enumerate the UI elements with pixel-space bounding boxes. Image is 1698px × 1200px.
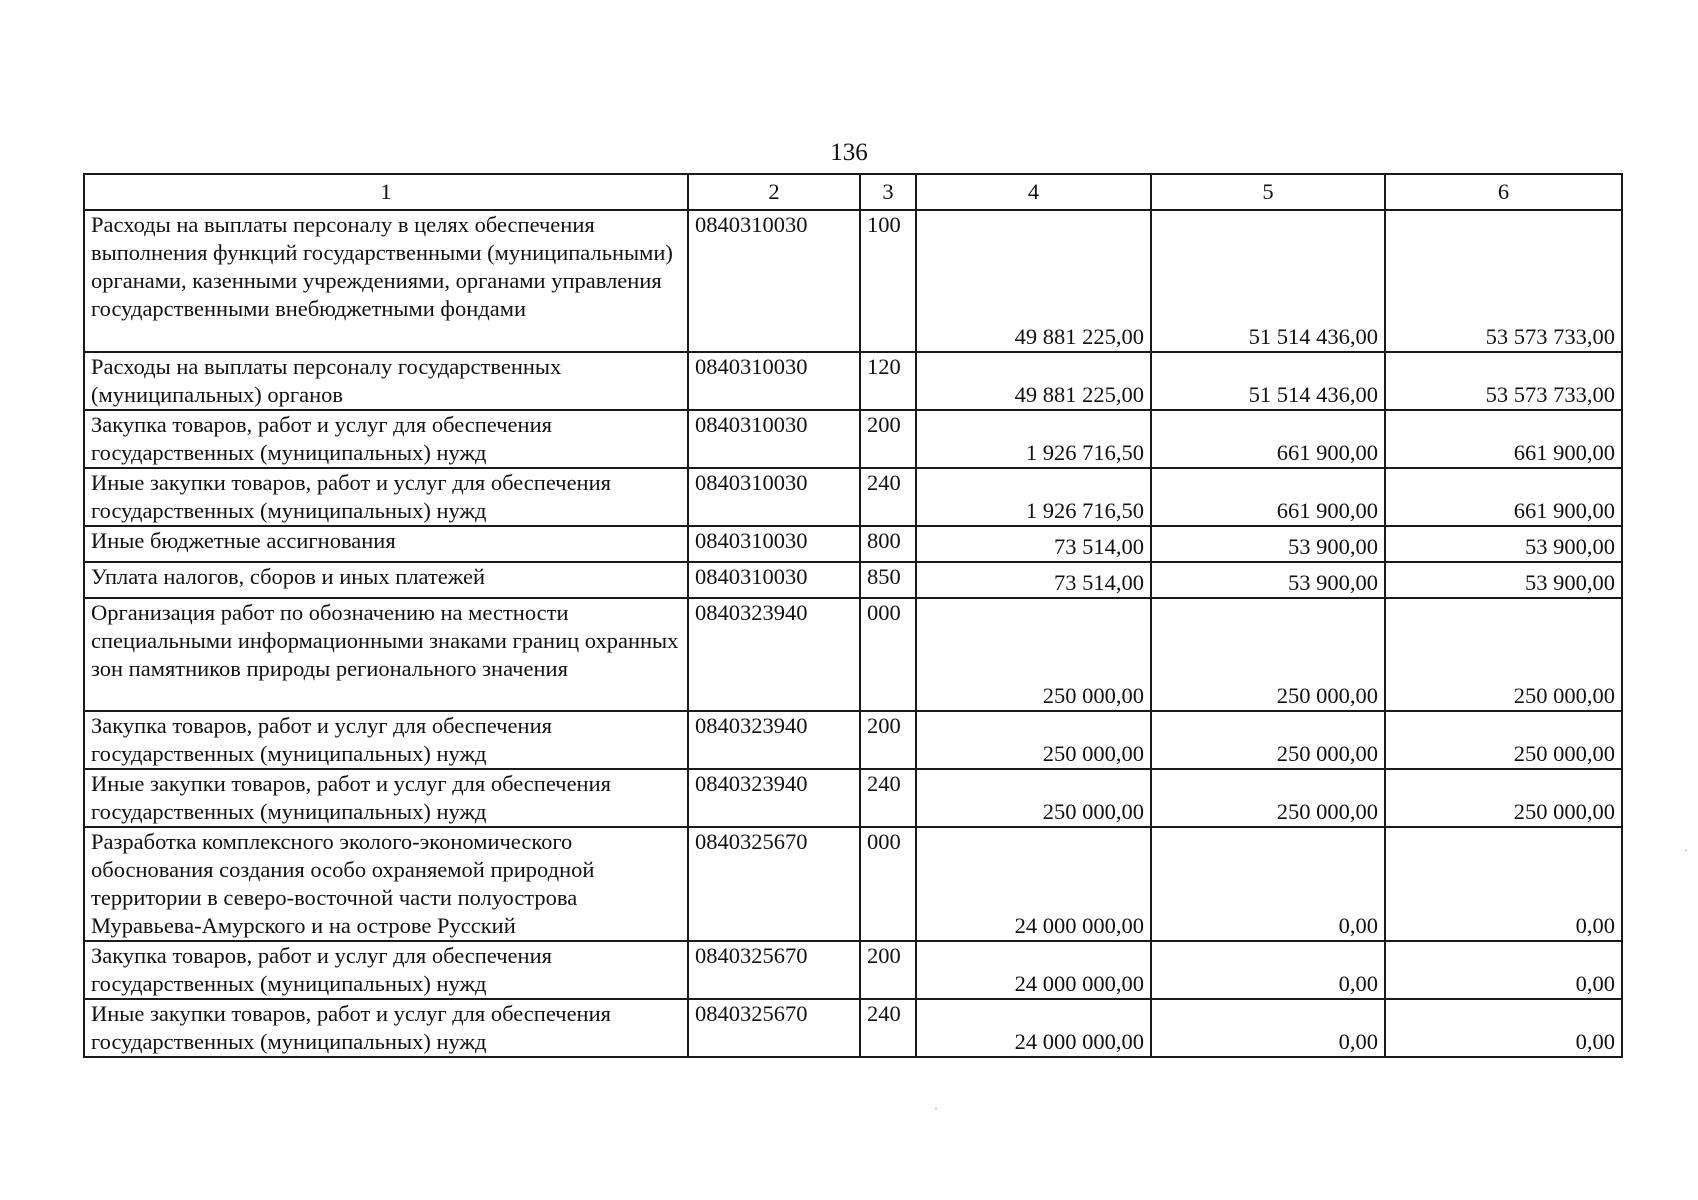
target-code-cell: 0840310030 [688, 210, 860, 352]
amount-col6-cell: 53 573 733,00 [1385, 210, 1622, 352]
target-code-cell: 0840323940 [688, 711, 860, 769]
amount-col6-cell: 250 000,00 [1385, 769, 1622, 827]
amount-col4-cell: 24 000 000,00 [916, 827, 1151, 941]
target-code-cell: 0840310030 [688, 352, 860, 410]
expense-name-cell: Расходы на выплаты персоналу государственных (муниципальных) органов [84, 352, 688, 410]
amount-col5-cell: 250 000,00 [1151, 711, 1385, 769]
amount-col4-cell: 1 926 716,50 [916, 468, 1151, 526]
table-row [84, 769, 1622, 827]
expense-type-cell: 850 [860, 562, 916, 598]
table-row [84, 941, 1622, 999]
expense-type-cell: 000 [860, 598, 916, 711]
target-code-cell: 0840310030 [688, 562, 860, 598]
expense-type-cell: 200 [860, 711, 916, 769]
amount-col6-cell: 0,00 [1385, 941, 1622, 999]
amount-col4-cell: 73 514,00 [916, 526, 1151, 562]
target-code-cell: 0840325670 [688, 827, 860, 941]
expense-type-cell: 240 [860, 769, 916, 827]
expense-type-cell: 240 [860, 999, 916, 1057]
amount-col4-cell: 24 000 000,00 [916, 999, 1151, 1057]
amount-col4-cell: 24 000 000,00 [916, 941, 1151, 999]
amount-col6-cell: 0,00 [1385, 827, 1622, 941]
scan-speck [935, 1108, 937, 1109]
expense-name-cell: Расходы на выплаты персоналу в целях обеспечения выполнения функций государственными (муниципальными) органами, казенными учреждениями, органами управления государственными внебюджетными фондами [84, 210, 688, 352]
amount-col5-cell: 250 000,00 [1151, 769, 1385, 827]
amount-col4-cell: 49 881 225,00 [916, 352, 1151, 410]
expense-type-cell: 240 [860, 468, 916, 526]
expense-type-cell: 800 [860, 526, 916, 562]
table-row [84, 468, 1622, 526]
amount-col6-cell: 250 000,00 [1385, 598, 1622, 711]
target-code-cell: 0840310030 [688, 410, 860, 468]
amount-col4-cell: 73 514,00 [916, 562, 1151, 598]
expense-name-cell: Уплата налогов, сборов и иных платежей [84, 562, 688, 598]
amount-col5-cell: 661 900,00 [1151, 410, 1385, 468]
amount-col6-cell: 661 900,00 [1385, 468, 1622, 526]
amount-col5-cell: 250 000,00 [1151, 598, 1385, 711]
amount-col4-cell: 49 881 225,00 [916, 210, 1151, 352]
column-header-1: 1 [84, 174, 688, 210]
expense-name-cell: Закупка товаров, работ и услуг для обеспечения государственных (муниципальных) нужд [84, 410, 688, 468]
amount-col5-cell: 51 514 436,00 [1151, 352, 1385, 410]
target-code-cell: 0840323940 [688, 769, 860, 827]
column-header-5: 5 [1151, 174, 1385, 210]
amount-col5-cell: 53 900,00 [1151, 526, 1385, 562]
expense-type-cell: 120 [860, 352, 916, 410]
column-header-4: 4 [916, 174, 1151, 210]
amount-col5-cell: 53 900,00 [1151, 562, 1385, 598]
expense-name-cell: Иные бюджетные ассигнования [84, 526, 688, 562]
table-body [84, 210, 1622, 1057]
amount-col4-cell: 1 926 716,50 [916, 410, 1151, 468]
expense-name-cell: Иные закупки товаров, работ и услуг для обеспечения государственных (муниципальных) нужд [84, 468, 688, 526]
amount-col5-cell: 0,00 [1151, 827, 1385, 941]
expense-name-cell: Иные закупки товаров, работ и услуг для обеспечения государственных (муниципальных) нужд [84, 769, 688, 827]
table-row [84, 210, 1622, 352]
amount-col6-cell: 661 900,00 [1385, 410, 1622, 468]
target-code-cell: 0840325670 [688, 941, 860, 999]
table-row [84, 526, 1622, 562]
table-row [84, 410, 1622, 468]
budget-table [83, 173, 1623, 1058]
amount-col4-cell: 250 000,00 [916, 769, 1151, 827]
page-number: 136 [830, 139, 868, 166]
amount-col6-cell: 53 900,00 [1385, 526, 1622, 562]
expense-type-cell: 000 [860, 827, 916, 941]
expense-name-cell: Закупка товаров, работ и услуг для обеспечения государственных (муниципальных) нужд [84, 941, 688, 999]
table-row [84, 827, 1622, 941]
amount-col5-cell: 0,00 [1151, 941, 1385, 999]
column-header-2: 2 [688, 174, 860, 210]
expense-name-cell: Организация работ по обозначению на местности специальными информационными знаками границ охранных зон памятников природы регионального значения [84, 598, 688, 711]
amount-col4-cell: 250 000,00 [916, 598, 1151, 711]
amount-col4-cell: 250 000,00 [916, 711, 1151, 769]
target-code-cell: 0840325670 [688, 999, 860, 1057]
table-row [84, 562, 1622, 598]
amount-col6-cell: 53 573 733,00 [1385, 352, 1622, 410]
scan-speck [1685, 850, 1687, 851]
column-header-6: 6 [1385, 174, 1622, 210]
target-code-cell: 0840310030 [688, 526, 860, 562]
table-header [84, 174, 1622, 210]
expense-type-cell: 100 [860, 210, 916, 352]
amount-col6-cell: 250 000,00 [1385, 711, 1622, 769]
table-row [84, 352, 1622, 410]
expense-name-cell: Разработка комплексного эколого-экономического обоснования создания особо охраняемой природной территории в северо-восточной части полуострова Муравьева-Амурского и на острове Русский [84, 827, 688, 941]
amount-col6-cell: 0,00 [1385, 999, 1622, 1057]
table-row [84, 711, 1622, 769]
expense-type-cell: 200 [860, 941, 916, 999]
amount-col6-cell: 53 900,00 [1385, 562, 1622, 598]
amount-col5-cell: 661 900,00 [1151, 468, 1385, 526]
target-code-cell: 0840310030 [688, 468, 860, 526]
table-row [84, 999, 1622, 1057]
amount-col5-cell: 51 514 436,00 [1151, 210, 1385, 352]
target-code-cell: 0840323940 [688, 598, 860, 711]
expense-type-cell: 200 [860, 410, 916, 468]
expense-name-cell: Иные закупки товаров, работ и услуг для обеспечения государственных (муниципальных) нужд [84, 999, 688, 1057]
table-row [84, 598, 1622, 711]
header-row [84, 174, 1622, 210]
amount-col5-cell: 0,00 [1151, 999, 1385, 1057]
column-header-3: 3 [860, 174, 916, 210]
expense-name-cell: Закупка товаров, работ и услуг для обеспечения государственных (муниципальных) нужд [84, 711, 688, 769]
